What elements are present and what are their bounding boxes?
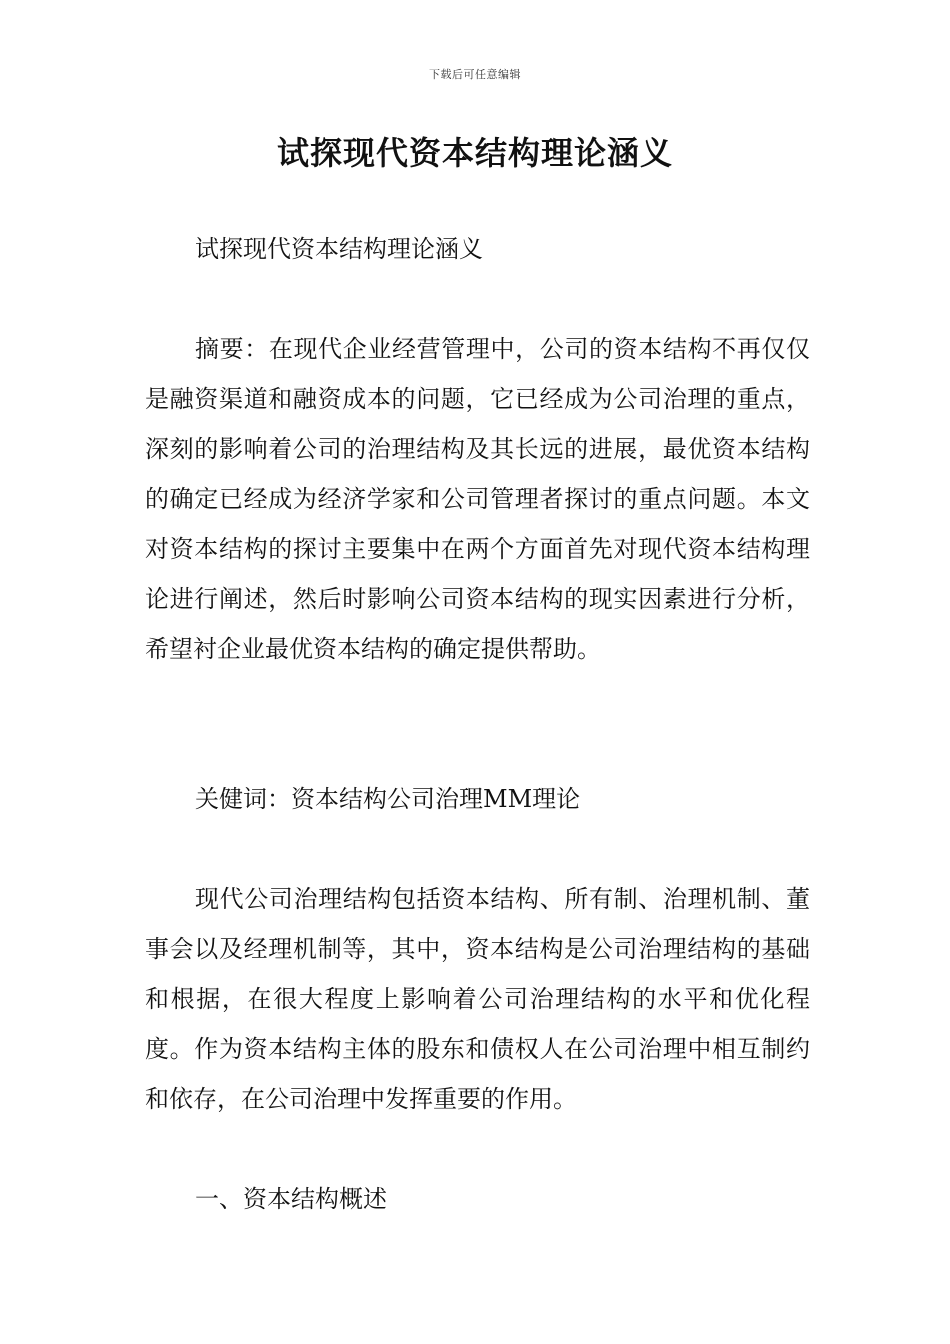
abstract-paragraph: 摘要：在现代企业经营管理中，公司的资本结构不再仅仅是融资渠道和融资成本的问题，它已经成为公司治理的重点，深刻的影响着公司的治理结构及其长远的进展，最优资本结构的确定已经成为经济学家和公司管理者探讨的重点问题。本文对资本结构的探讨主要集中在两个方面首先对现代资本结构理论进行阐述，然后时影响公司资本结构的现实因素进行分析，希望衬企业最优资本结构的确定提供帮助。 [145, 335, 810, 663]
keywords-paragraph: 关健词：资本结构公司治理MM理论 [195, 785, 581, 813]
header-note: 下载后可任意编辑 [429, 68, 521, 81]
subtitle-paragraph: 试探现代资本结构理论涵义 [195, 235, 483, 263]
intro-paragraph: 现代公司治理结构包括资本结构、所有制、治理机制、董事会以及经理机制等，其中，资本结构是公司治理结构的基础和根据，在很大程度上影响着公司治理结构的水平和优化程度。作为资本结构主体的股东和债权人在公司治理中相互制约和依存，在公司治理中发挥重要的作用。 [145, 885, 810, 1113]
document-title: 试探现代资本结构理论涵义 [276, 134, 673, 172]
section-heading: 一、资本结构概述 [195, 1185, 387, 1213]
